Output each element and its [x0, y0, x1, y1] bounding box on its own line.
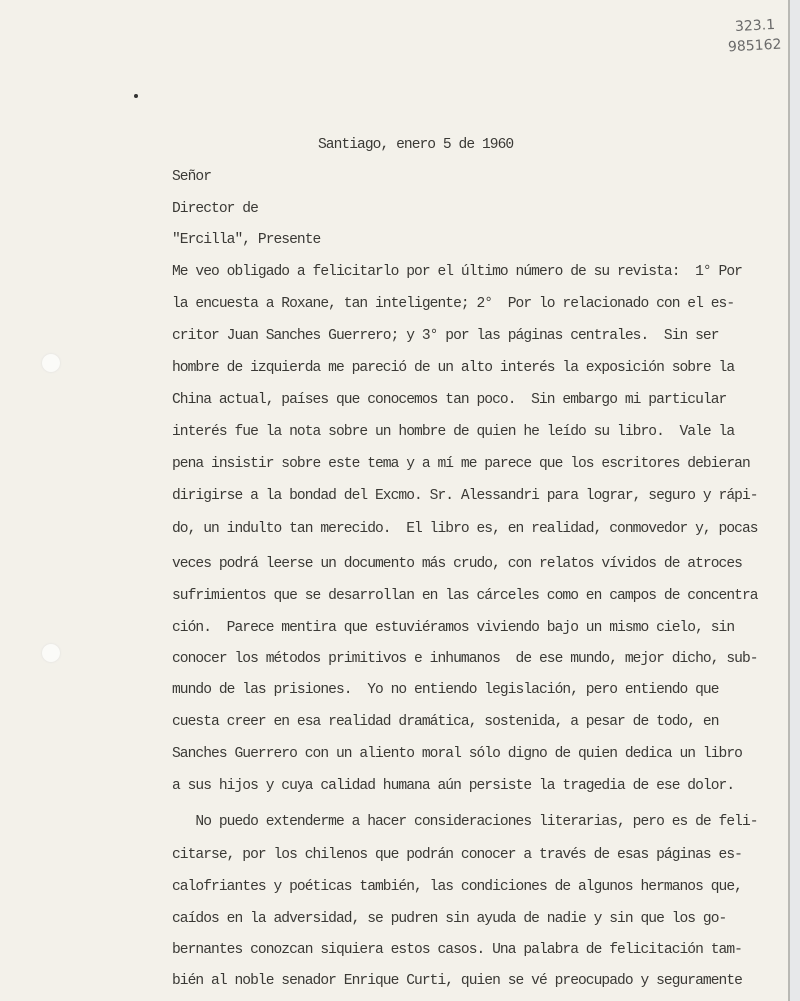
body-line: sufrimientos que se desarrollan en las cárceles como en campos de concentra — [172, 588, 758, 604]
body-line: conocer los métodos primitivos e inhumanos de ese mundo, mejor dicho, sub- — [172, 651, 758, 667]
body-line: citarse, por los chilenos que podrán conocer a través de esas páginas es- — [172, 847, 742, 863]
body-line: cuesta creer en esa realidad dramática, sostenida, a pesar de todo, en — [172, 714, 719, 730]
punch-hole — [42, 354, 60, 372]
body-line: dirigirse a la bondad del Excmo. Sr. Alessandri para lograr, seguro y rápi- — [172, 488, 758, 504]
body-line: bernantes conozcan siquiera estos casos. Una palabra de felicitación tam- — [172, 942, 742, 958]
body-line: Sanches Guerrero con un aliento moral sólo digno de quien dedica un libro — [172, 746, 742, 762]
body-line: Me veo obligado a felicitarlo por el último número de su revista: 1° Por — [172, 264, 742, 280]
body-line: do, un indulto tan merecido. El libro es, en realidad, conmovedor y, pocas — [172, 521, 758, 537]
body-line: No puedo extenderme a hacer consideraciones literarias, pero es de feli- — [172, 814, 758, 830]
salutation-line: Director de — [172, 201, 258, 217]
catalog-number-2: 985162 — [727, 36, 782, 56]
body-line: bién al noble senador Enrique Curti, quien se vé preocupado y seguramente — [172, 973, 742, 989]
body-line: a sus hijos y cuya calidad humana aún persiste la tragedia de ese dolor. — [172, 778, 735, 794]
punch-hole — [42, 644, 60, 662]
body-line: critor Juan Sanches Guerrero; y 3° por las páginas centrales. Sin ser — [172, 328, 719, 344]
salutation-line: "Ercilla", Presente — [172, 232, 321, 248]
body-line: caídos en la adversidad, se pudren sin ayuda de nadie y sin que los go- — [172, 911, 727, 927]
body-line: calofriantes y poéticas también, las condiciones de algunos hermanos que, — [172, 879, 742, 895]
body-line: la encuesta a Roxane, tan inteligente; 2° Por lo relacionado con el es- — [172, 296, 735, 312]
body-line: mundo de las prisiones. Yo no entiendo legislación, pero entiendo que — [172, 682, 719, 698]
page-edge — [790, 0, 800, 1001]
catalog-number-1: 323.1 — [734, 16, 776, 36]
body-line: China actual, países que conocemos tan poco. Sin embargo mi particular — [172, 392, 727, 408]
body-line: ción. Parece mentira que estuviéramos viviendo bajo un mismo cielo, sin — [172, 620, 735, 636]
salutation-line: Señor — [172, 169, 212, 185]
ink-dot — [134, 94, 138, 98]
body-line: pena insistir sobre este tema y a mí me parece que los escritores debieran — [172, 456, 750, 472]
letter-date: Santiago, enero 5 de 1960 — [318, 137, 514, 153]
body-line: hombre de izquierda me pareció de un alto interés la exposición sobre la — [172, 360, 735, 376]
body-line: veces podrá leerse un documento más crudo, con relatos vívidos de atroces — [172, 556, 742, 572]
body-line: interés fue la nota sobre un hombre de quien he leído su libro. Vale la — [172, 424, 735, 440]
